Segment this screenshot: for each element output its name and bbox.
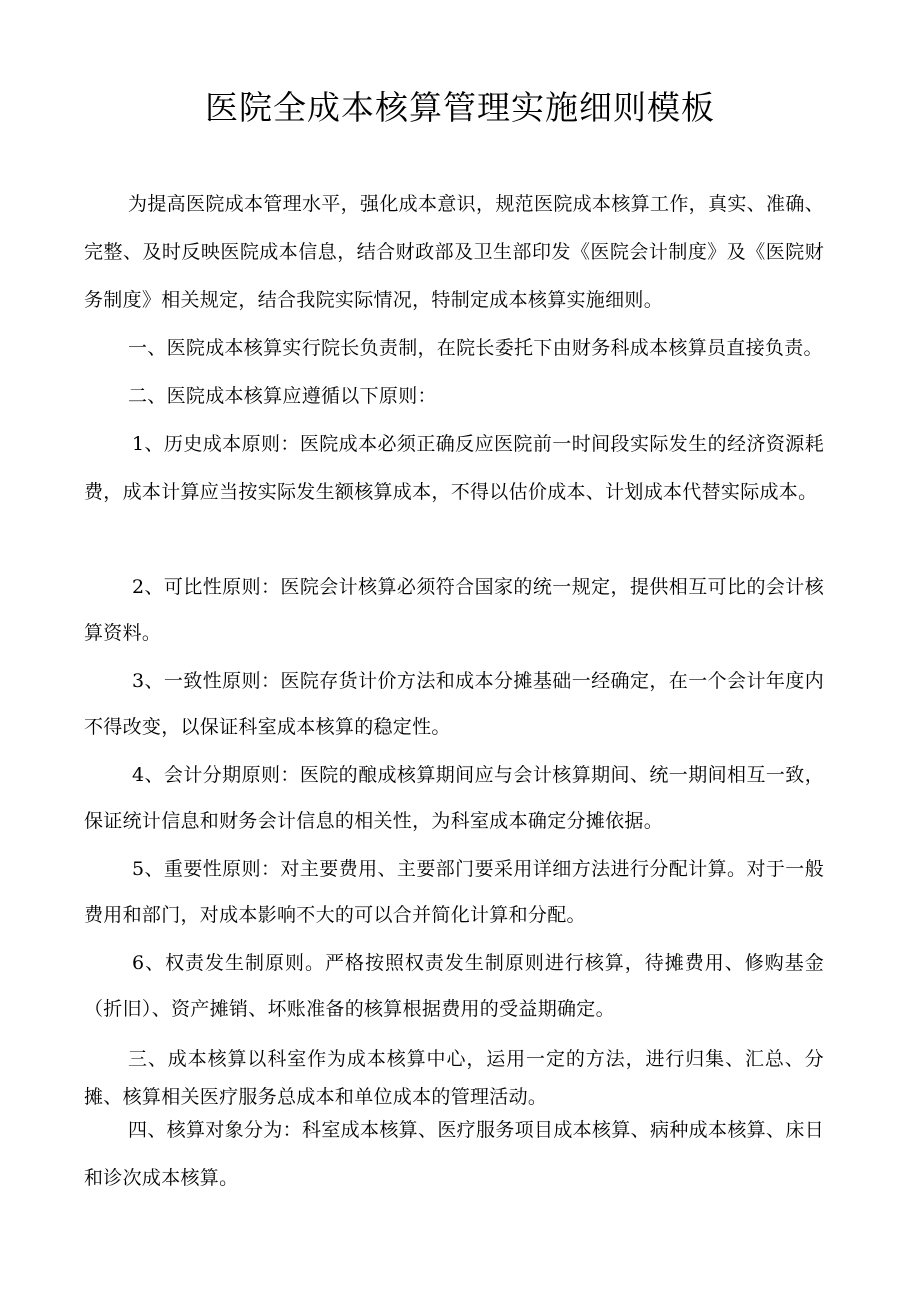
principle-6: 6、权责发生制原则。严格按照权责发生制原则进行核算，待摊费用、修购基金（折旧）、资产摊销、坏账准备的核算根据费用的受益期确定。 — [84, 952, 824, 1020]
paragraph-section-1: 一、医院成本核算实行院长负责制，在院长委托下由财务科成本核算员直接负责。 — [128, 337, 823, 359]
principle-2: 2、可比性原则：医院会计核算必须符合国家的统一规定，提供相互可比的会计核算资料。 — [84, 576, 824, 644]
principle-4: 4、会计分期原则：医院的酿成核算期间应与会计核算期间、统一期间相互一致，保证统计信息和财务会计信息的相关性，为科室成本确定分摊依据。 — [84, 764, 824, 832]
principle-3: 3、一致性原则：医院存货计价方法和成本分摊基础一经确定，在一个会计年度内不得改变，以保证科室成本核算的稳定性。 — [84, 670, 824, 738]
document-title: 医院全成本核算管理实施细则模板 — [205, 88, 715, 127]
paragraph-section-2: 二、医院成本核算应遵循以下原则： — [128, 385, 437, 407]
intro-paragraph: 为提高医院成本管理水平，强化成本意识，规范医院成本核算工作，真实、准确、完整、及时反映医院成本信息，结合财政部及卫生部印发《医院会计制度》及《医院财务制度》相关规定，结合我院实际情况，特制定成本核算实施细则。 — [84, 193, 824, 311]
principle-5: 5、重要性原则：对主要费用、主要部门要采用详细方法进行分配计算。对于一般费用和部门，对成本影响不大的可以合并简化计算和分配。 — [84, 858, 824, 926]
paragraph-section-4: 四、核算对象分为：科室成本核算、医疗服务项目成本核算、病种成本核算、床日和诊次成本核算。 — [84, 1119, 824, 1189]
paragraph-section-3: 三、成本核算以科室作为成本核算中心，运用一定的方法，进行归集、汇总、分摊、核算相关医疗服务总成本和单位成本的管理活动。 — [84, 1048, 824, 1108]
principle-1: 1、历史成本原则：医院成本必须正确反应医院前一时间段实际发生的经济资源耗费，成本计算应当按实际发生额核算成本，不得以估价成本、计划成本代替实际成本。 — [84, 433, 824, 503]
